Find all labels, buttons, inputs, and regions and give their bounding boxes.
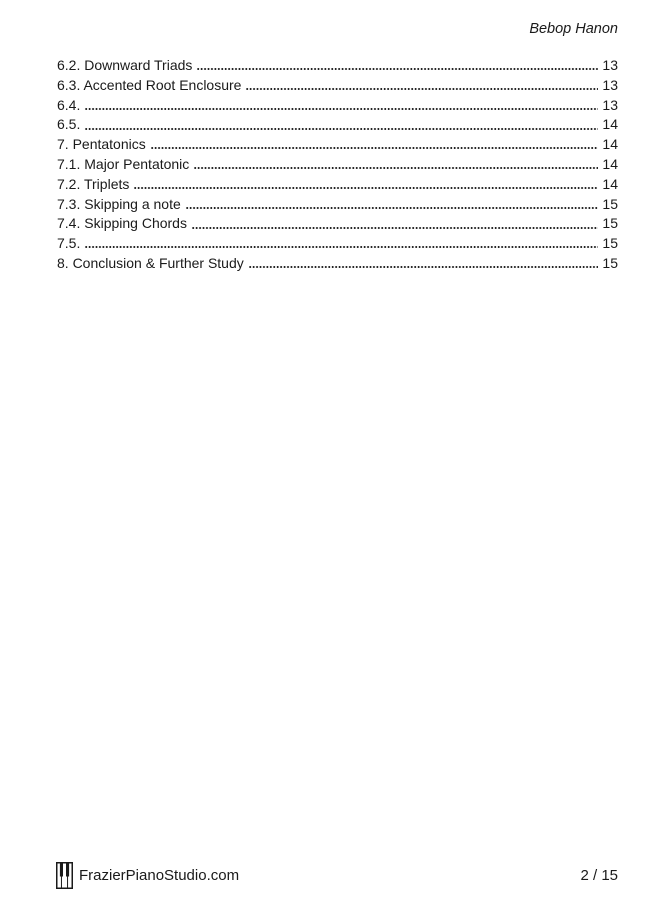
- toc-entry-page: 13: [602, 76, 618, 93]
- toc-entry-page: 13: [602, 96, 618, 113]
- toc-entry-title: 7. Pentatonics: [57, 136, 146, 153]
- piano-keys-icon: [56, 862, 73, 889]
- toc-leader-dots: [85, 245, 598, 249]
- toc-entry[interactable]: [57, 254, 618, 274]
- toc-entry-page: 14: [602, 155, 618, 172]
- toc-entry-title: 6.3. Accented Root Enclosure: [57, 76, 242, 93]
- toc-entry[interactable]: [57, 135, 618, 155]
- toc-entry[interactable]: [57, 234, 618, 254]
- toc-entry[interactable]: [57, 96, 618, 116]
- toc-entry-page: 15: [602, 195, 618, 212]
- toc-entry-page: 13: [602, 57, 618, 73]
- toc-entry-page: 14: [602, 136, 618, 153]
- toc-leader-dots: [85, 107, 598, 111]
- toc-leader-dots: [134, 186, 598, 190]
- toc-entry-page: 15: [602, 254, 618, 271]
- toc-leader-dots: [151, 146, 599, 150]
- footer-site-link[interactable]: FrazierPianoStudio.com: [79, 867, 240, 884]
- toc-entry-page: 14: [602, 116, 618, 133]
- document-title: Bebop Hanon: [529, 21, 618, 37]
- toc-list: [57, 56, 618, 274]
- toc-entry-title: 7.2. Triplets: [57, 175, 130, 192]
- toc-leader-dots: [192, 226, 598, 230]
- toc-entry-title: 6.2. Downward Triads: [57, 57, 193, 73]
- toc-entry-page: 15: [602, 235, 618, 252]
- toc-leader-dots: [246, 87, 598, 91]
- page-indicator: 2 / 15: [580, 867, 618, 884]
- toc-entry-title: 6.4.: [57, 96, 81, 113]
- toc-entry[interactable]: [57, 195, 618, 215]
- toc-leader-dots: [194, 166, 598, 170]
- toc-entry-title: 6.5.: [57, 116, 81, 133]
- toc-entry-title: 7.1. Major Pentatonic: [57, 155, 190, 172]
- page-footer: [56, 861, 618, 890]
- toc-entry-page: 14: [602, 175, 618, 192]
- toc-entry-title: 7.3. Skipping a note: [57, 195, 181, 212]
- toc-leader-dots: [249, 265, 599, 269]
- toc-entry-title: 8. Conclusion & Further Study: [57, 254, 244, 271]
- toc-entry-title: 7.4. Skipping Chords: [57, 215, 187, 232]
- toc-entry[interactable]: [57, 175, 618, 195]
- toc-entry[interactable]: [57, 115, 618, 135]
- toc-leader-dots: [186, 206, 599, 210]
- toc-leader-dots: [85, 127, 598, 131]
- toc-leader-dots: [197, 67, 598, 71]
- page-header: [57, 21, 618, 37]
- toc-entry[interactable]: [57, 155, 618, 175]
- toc-entry[interactable]: [57, 56, 618, 76]
- toc-entry-page: 15: [602, 215, 618, 232]
- toc-entry[interactable]: [57, 214, 618, 234]
- toc-entry[interactable]: [57, 76, 618, 96]
- toc-entry-title: 7.5.: [57, 235, 81, 252]
